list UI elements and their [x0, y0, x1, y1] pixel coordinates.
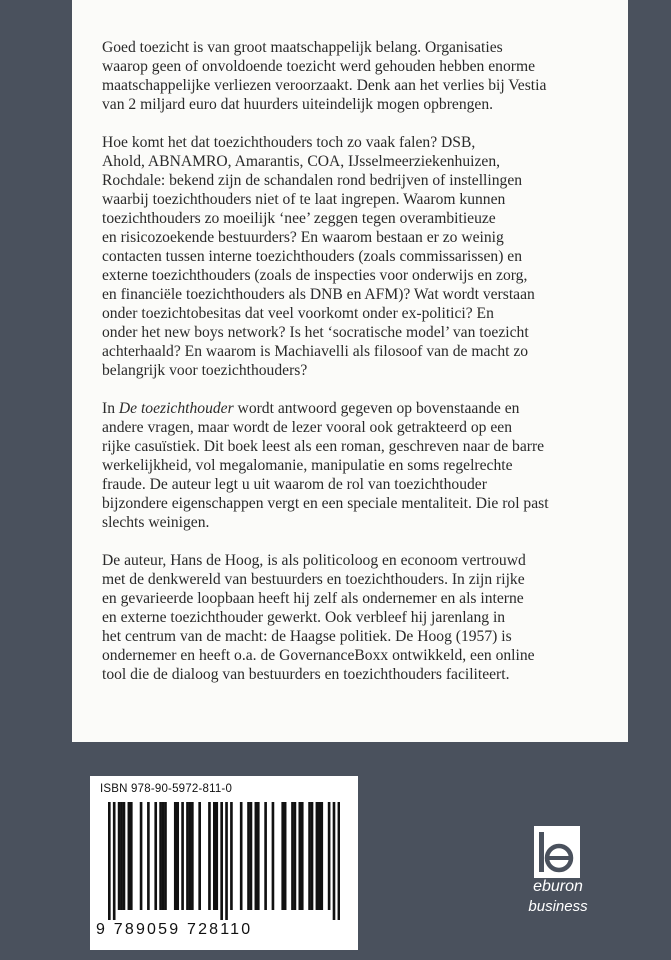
barcode-bar	[128, 802, 131, 910]
barcode-bar	[120, 802, 123, 910]
publisher-imprint: business	[528, 898, 588, 915]
text-panel	[72, 0, 628, 742]
barcode-bars	[108, 802, 340, 920]
barcode-bar	[176, 802, 179, 910]
barcode-bar	[318, 802, 321, 910]
blurb	[102, 38, 607, 703]
barcode-bar	[333, 802, 336, 920]
eburon-logo-icon	[534, 826, 580, 878]
barcode-bar	[308, 802, 311, 910]
barcode-bar	[118, 802, 121, 910]
book-title: De toezichthouder	[118, 400, 234, 417]
barcode-bar	[250, 802, 253, 910]
barcode-bar	[191, 802, 194, 910]
barcode-bar	[320, 802, 323, 910]
barcode-bar	[338, 802, 340, 920]
barcode-bar	[108, 802, 111, 920]
barcode-bar	[281, 802, 284, 910]
barcode-bar	[220, 802, 223, 920]
barcode-bar	[257, 802, 260, 910]
barcode-digits: 9 789059 728110	[96, 921, 253, 938]
barcode-bar	[130, 802, 133, 910]
barcode-bar	[186, 802, 189, 910]
barcode-bar	[123, 802, 126, 910]
barcode-bar	[225, 802, 228, 920]
blurb-paragraph-2: Hoe komt het dat toezichthouders toch zo vaak falen? DSB, Ahold, ABNAMRO, Amarantis, COA, IJsselmeerziekenhuizen, Rochdale: bekend zijn de schandalen rond bedrijven of instellingen waarbij toezichthouders niet of te laat ingrepen. Waarom kunnen toezichthouders zo moeilijk ‘nee’ zeggen tegen overambitieuze en risicozoekende bestuurders? En waarom bestaan er zo weinig contacten tussen interne toezichthouders (zoals commissarissen) en externe toezichthouders (zoals de inspecties voor onderwijs en zorg, en financiële toezichthouders als DNB en AFM)? Wat wordt verstaan onder toezichtobesitas dat veel voorkomt onder ex-politici? En onder het new boys network? Is het ‘socratische model’ van toezicht achterhaald? En waarom is Machiavelli als filosoof van de macht zo belangrijk voor toezichthouders?	[102, 134, 535, 379]
barcode-bar	[159, 802, 162, 910]
blurb-paragraph-1: Goed toezicht is van groot maatschappelijk belang. Organisaties waarop geen of onvoldoende toezicht werd gehouden hebben enorme maatschappelijke verliezen veroorzaakt. Denk aan het verlies bij Vestia van 2 miljard euro dat huurders uiteindelijk mogen opbrengen.	[102, 39, 547, 113]
barcode-bar	[294, 802, 297, 910]
barcode-bar	[316, 802, 319, 910]
barcode-bar	[298, 802, 301, 910]
barcode-bar	[240, 802, 243, 910]
barcode-bar	[291, 802, 294, 910]
barcode-bar	[181, 802, 184, 910]
p3-rest: wordt antwoord gegeven op bovenstaande en andere vragen, maar wordt de lezer vooral ook getrakteerd op een rijke casuïstiek. Dit boek leest als een roman, geschreven naar de barre werkelijkheid, vol megalomanie, manipulatie en soms regelrechte fraude. De auteur legt u uit waarom de rol van toezichthouder bijzondere eigenschappen vergt en een speciale mentaliteit. Die rol past slechts weinigen.	[102, 400, 549, 531]
barcode-bar	[311, 802, 314, 910]
barcode-bar	[154, 802, 157, 910]
barcode-bar	[264, 802, 267, 910]
barcode-bar	[174, 802, 177, 910]
blurb-paragraph-3	[102, 399, 607, 532]
barcode-bar	[247, 802, 250, 910]
barcode-bar	[140, 802, 143, 910]
barcode-bar	[208, 802, 211, 910]
barcode-bar	[189, 802, 192, 910]
barcode-bar	[213, 802, 216, 910]
barcode-bar	[328, 802, 331, 910]
barcode-bar	[215, 802, 218, 910]
publisher-logo	[523, 826, 593, 926]
barcode-bar	[230, 802, 233, 910]
barcode-bar	[272, 802, 275, 910]
barcode-bar	[162, 802, 165, 910]
barcode-bar	[147, 802, 150, 910]
barcode-bar	[113, 802, 116, 920]
p3-prefix: In	[102, 400, 119, 417]
barcode-bar	[198, 802, 201, 910]
publisher-name: eburon	[533, 878, 583, 895]
barcode-bar	[255, 802, 258, 910]
barcode-box	[90, 776, 358, 950]
barcode-bar	[301, 802, 304, 910]
barcode-bar	[284, 802, 287, 910]
author-bio: De auteur, Hans de Hoog, is als politicoloog en econoom vertrouwd met de denkwereld van bestuurders en toezichthouders. In zijn rijke en gevarieerde loopbaan heeft hij zelf als ondernemer en als interne en externe toezichthouder gewerkt. Ook verbleef hij jarenlang in het centrum van de macht: de Haagse politiek. De Hoog (1957) is ondernemer en heeft o.a. de GovernanceBoxx ontwikkeld, een online tool die de dialoog van bestuurders en toezichthouders faciliteert.	[102, 552, 535, 683]
barcode-bar	[164, 802, 167, 910]
isbn-label: ISBN 978-90-5972-811-0	[100, 783, 233, 795]
